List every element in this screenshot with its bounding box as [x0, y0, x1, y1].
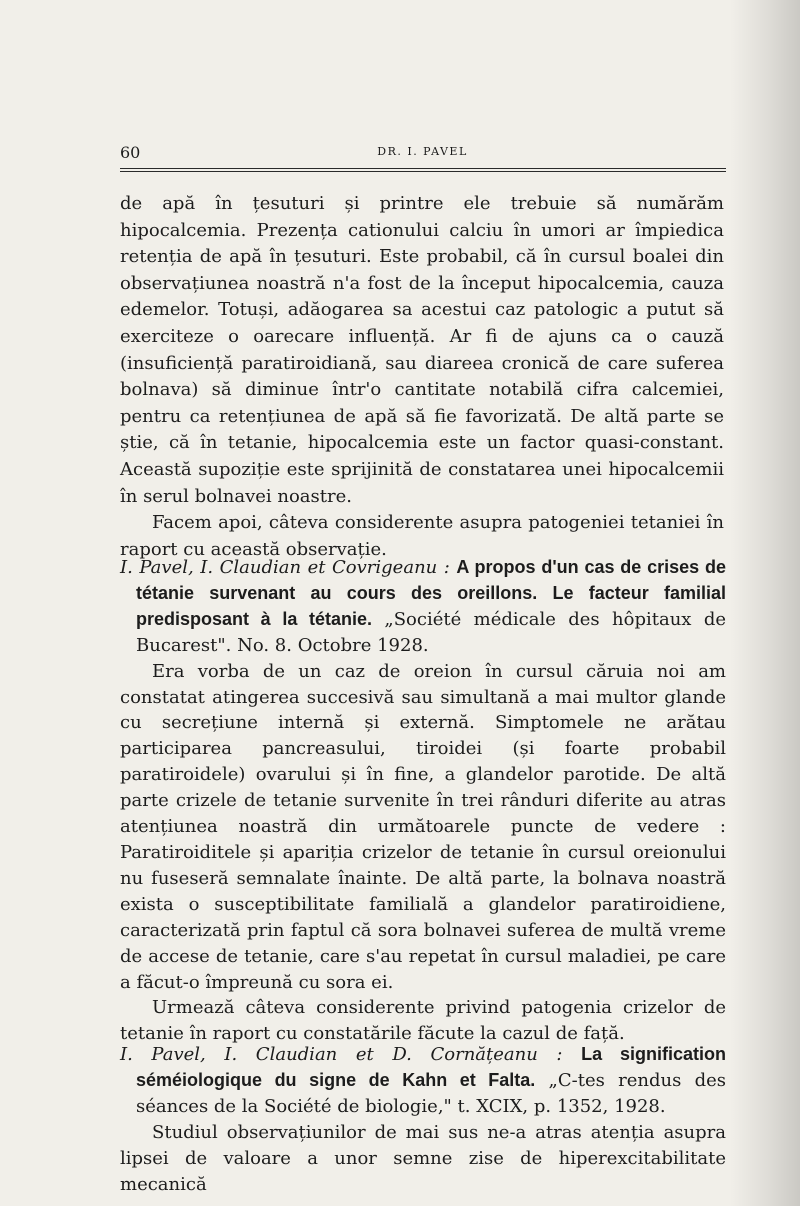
entry-summary-conclusion: Urmează câteva considerente privind patogenia crizelor de tetanie în raport cu constatările făcute la cazul de față.	[120, 997, 726, 1045]
entry-summary: Era vorba de un caz de oreion în cursul căruia noi am constatat atingerea succesivă sau simultană a mai multor glande cu secrețiune internă și externă. Simptomele ne arătau participarea pancreasului, tiroidei (și foarte probabil paratiroidele) ovarului și în fine, a glandelor parotide. De altă parte crizele de tetanie survenite în trei rânduri diferite au atras atențiunea noastră din următoarele puncte de vedere : Paratiroiditele și apariția crizelor de tetanie în cursul oreionului nu fuseseră semnalate înainte. De altă parte, la bolnava noastră exista o susceptibilitate familială a glandelor paratiroidiene, caracterizată prin faptul că sora bolnavei suferea de multă vreme de accese de tetanie, care s'au repetat în cursul maladiei, pe care a făcut-o împreună cu sora ei.	[120, 660, 726, 993]
intro-paragraph: de apă în țesuturi și printre ele trebuie să numărăm hipocalcemia. Prezența cationului calciu în umori ar împiedica retenția de apă în țesuturi. Este probabil, că în cursul boalei din observațiunea noastră n'a fost de la început hipocalcemia, cauza edemelor. Totuși, adăogarea sa acestui caz patologic a putut să exerciteze o oarecare influență. Ar fi de ajuns ca o cauză (insuficiență paratiroidiană, sau diareea cronică de care suferea bolnava) să diminue într'o cantitate notabilă cifra calcemiei, pentru ca retențiunea de apă să fie favorizată. De altă parte se știe, că în tetanie, hipocalcemia este un factor quasi-constant. Această supoziție este sprijinită de constatarea unei hipocalcemii în serul bolnavei noastre.	[120, 193, 724, 507]
header-rule-top	[120, 168, 726, 169]
intro-paragraph-conclusion: Facem apoi, câteva considerente asupra patogeniei tetaniei în raport cu această observație.	[120, 512, 724, 560]
entry-source: „Société médicale des hôpitaux de Bucarest". No. 8. Octobre 1928.	[136, 608, 726, 656]
entry-source: „C-tes rendus des séances de la Société de biologie," t. XCIX, p. 1352, 1928.	[136, 1069, 726, 1117]
bibliography-entry	[120, 1042, 726, 1197]
entry-citation	[120, 1042, 726, 1120]
entry-authors: I. Pavel, I. Claudian et Covrigeanu :	[120, 557, 450, 578]
running-title: DR. I. PAVEL	[377, 145, 468, 158]
entry-authors: I. Pavel, I. Claudian et D. Cornățeanu :	[120, 1044, 563, 1065]
page-number: 60	[120, 143, 141, 162]
bibliography-entry	[120, 555, 726, 1047]
entry-title: La signification séméiologique du signe de Kahn et Falta.	[136, 1044, 726, 1090]
header-rule-bottom	[120, 171, 726, 172]
entry-summary: Studiul observațiunilor de mai sus ne-a atras atenția asupra lipsei de valoare a unor semne zise de hiperexcitabilitate mecanică	[120, 1121, 726, 1195]
entry-citation	[120, 555, 726, 659]
page-header	[120, 143, 725, 163]
page-shadow	[730, 0, 800, 1206]
intro-section	[120, 191, 724, 563]
entry-title: A propos d'un cas de crises de tétanie survenant au cours des oreillons. Le facteur familial predisposant à la tétanie.	[136, 557, 726, 629]
